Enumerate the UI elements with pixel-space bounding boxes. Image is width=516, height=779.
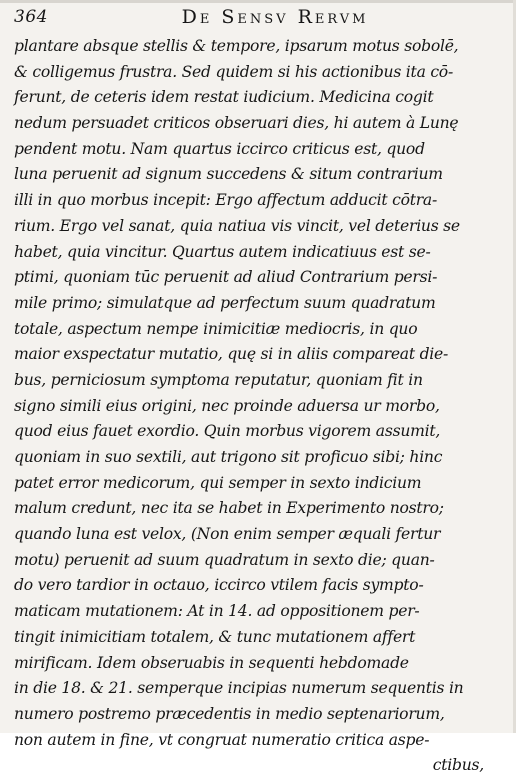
- text-line: mirificam. Idem obseruabis in sequenti hebdomade: [14, 653, 409, 672]
- text-line: illi in quo morbus incepit: Ergo affectum adducit cōtra-: [14, 191, 437, 210]
- text-line: & colligemus frustra. Sed quidem si his actionibus ita cō-: [14, 62, 453, 81]
- text-line-catchword: ctibus,: [432, 756, 484, 775]
- running-head: De Sensv Rervm: [181, 6, 369, 28]
- text-line: plantare absque stellis & tempore, ipsarum motus sobolē,: [14, 37, 459, 55]
- body-text: [14, 34, 496, 779]
- text-line: rium. Ergo vel sanat, quia natiua vis vincit, vel deterius se: [14, 216, 460, 235]
- text-line: non autem in fine, vt congruat numeratio critica aspe-: [14, 730, 430, 749]
- text-line: habet, quia vincitur. Quartus autem indicatiuus est se-: [14, 242, 431, 261]
- text-line: motu) peruenit ad suum quadratum in sexto die; quan-: [14, 550, 435, 569]
- text-line: bus, perniciosum symptoma reputatur, quoniam fit in: [14, 370, 423, 389]
- text-line: maior exspectatur mutatio, quę si in aliis compareat die-: [14, 345, 449, 364]
- text-line: pendent motu. Nam quartus iccirco criticus est, quod: [14, 139, 425, 158]
- text-line: quando luna est velox, (Non enim semper æquali fertur: [14, 525, 441, 544]
- text-line: tingit inimicitiam totalem, & tunc mutationem affert: [14, 627, 416, 646]
- text-line: mile primo; simulatque ad perfectum suum quadratum: [14, 293, 436, 312]
- text-line: patet error medicorum, qui semper in sexto indicium: [14, 473, 422, 492]
- text-line: quoniam in suo sextili, aut trigono sit proficuo sibi; hinc: [14, 448, 443, 466]
- text-line: maticam mutationem: At in 14. ad oppositionem per-: [14, 602, 420, 621]
- text-line: totale, aspectum nempe inimicitiæ mediocris, in quo: [14, 319, 418, 338]
- text-line: malum credunt, nec ita se habet in Experimento nostro;: [14, 499, 444, 518]
- text-line: do vero tardior in octauo, iccirco vtilem facis sympto-: [14, 576, 424, 595]
- page-number: 364: [14, 7, 48, 27]
- text-line: signo simili eius origini, nec proinde aduersa ur morbo,: [14, 396, 440, 415]
- text-line: ptimi, quoniam tūc peruenit ad aliud Contrarium persi-: [14, 268, 438, 287]
- text-line: nedum persuadet criticos obseruari dies, hi autem à Lunę: [14, 114, 459, 133]
- text-line: luna peruenit ad signum succedens & situm contrarium: [14, 165, 443, 184]
- text-line: ferunt, de ceteris idem restat iudicium. Medicina cogit: [14, 88, 434, 107]
- text-line: numero postremo præcedentis in medio septenariorum,: [14, 704, 445, 723]
- page-header: [14, 6, 496, 32]
- text-line: quod eius fauet exordio. Quin morbus vigorem assumit,: [14, 422, 441, 441]
- text-line: in die 18. & 21. semperque incipias numerum sequentis in: [14, 679, 464, 698]
